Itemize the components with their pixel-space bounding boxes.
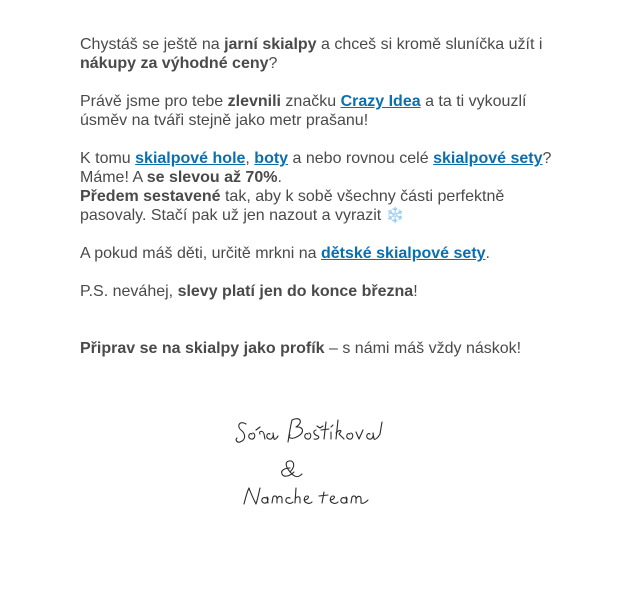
bold-text: Připrav se na skialpy jako profík (80, 340, 325, 357)
text: ! (413, 283, 418, 300)
text: ? Máme! A (80, 150, 552, 186)
bold-text: se slevou až 70% (146, 169, 278, 186)
text: značku (280, 93, 341, 110)
intro-paragraph (80, 35, 560, 73)
text: . (485, 245, 490, 262)
email-body (80, 35, 560, 377)
text: – s námi máš vždy náskok! (324, 340, 522, 357)
text: A pokud máš děti, určitě mrkni na (80, 245, 321, 262)
ps-paragraph (80, 282, 560, 301)
bold-text: slevy platí jen do konce března (177, 283, 414, 300)
text: . (277, 169, 282, 186)
text: Právě jsme pro tebe (80, 93, 228, 110)
closing-paragraph (80, 339, 560, 358)
snowflake-icon: ❄️ (385, 207, 405, 224)
text: a chceš si kromě sluníčka užít i (316, 36, 543, 53)
bold-text: Předem sestavené (80, 188, 221, 205)
text: ? (268, 55, 278, 72)
products-paragraph (80, 149, 560, 225)
kids-paragraph (80, 244, 560, 263)
handwritten-signature (232, 410, 402, 510)
skialp-poles-link[interactable]: skialpové hole (135, 150, 246, 167)
boots-link[interactable]: boty (254, 150, 289, 167)
text: a nebo rovnou celé (288, 150, 434, 167)
text: Chystáš se ještě na (80, 36, 225, 53)
text: , (245, 150, 255, 167)
text: P.S. neváhej, (80, 283, 178, 300)
spacer (80, 320, 560, 339)
text: K tomu (80, 150, 136, 167)
text: tak, aby k sobě všechny části perfektně pasovaly. Stačí pak už jen nazout a vyrazit (80, 188, 505, 224)
crazy-idea-link[interactable]: Crazy Idea (340, 93, 421, 110)
bold-text: jarní skialpy (224, 36, 317, 53)
kids-skialp-sets-link[interactable]: dětské skialpové sety (321, 245, 486, 262)
bold-text: nákupy za výhodné ceny (80, 55, 269, 72)
bold-text: zlevnili (227, 93, 281, 110)
skialp-sets-link[interactable]: skialpové sety (433, 150, 543, 167)
discount-paragraph (80, 92, 560, 130)
text: a ta ti vykouzlí úsměv na tváři stejně jako metr prašanu! (80, 93, 527, 129)
